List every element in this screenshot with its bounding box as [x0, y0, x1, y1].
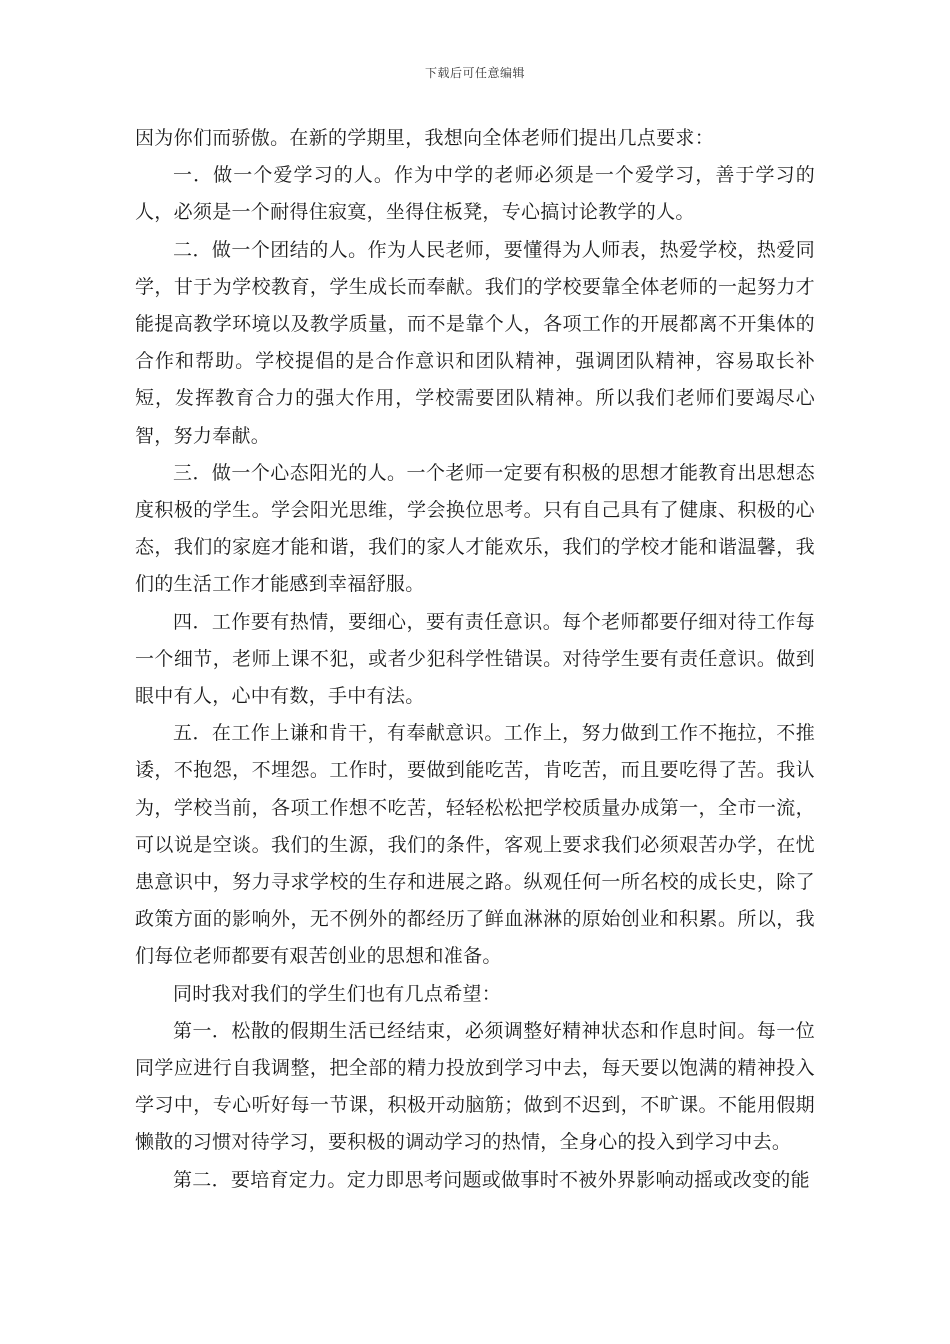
paragraph-student-hope-1: 第一．松散的假期生活已经结束，必须调整好精神状态和作息时间。每一位同学应进行自我调整，把全部的精力投放到学习中去，每天要以饱满的精神投入学习中，专心听好每一节课，积极开动脑筋；做到不迟到，不旷课。不能用假期懒散的习惯对待学习，要积极的调动学习的热情，全身心的投入到学习中去。 — [135, 1019, 815, 1154]
paragraph-requirement-5: 五．在工作上谦和肯干，有奉献意识。工作上，努力做到工作不拖拉，不推诿，不抱怨，不埋怨。工作时，要做到能吃苦，肯吃苦，而且要吃得了苦。我认为，学校当前，各项工作想不吃苦，轻轻松松把学校质量办成第一，全市一流，可以说是空谈。我们的生源，我们的条件，客观上要求我们必须艰苦办学，在忧患意识中，努力寻求学校的生存和进展之路。纵观任何一所名校的成长史，除了政策方面的影响外，无不例外的都经历了鲜血淋淋的原始创业和积累。所以，我们每位老师都要有艰苦创业的思想和准备。 — [135, 722, 815, 968]
page-header: 下载后可任意编辑 — [424, 66, 525, 80]
paragraph-requirement-3: 三．做一个心态阳光的人。一个老师一定要有积极的思想才能教育出思想态度积极的学生。学会阳光思维，学会换位思考。只有自己具有了健康、积极的心态，我们的家庭才能和谐，我们的家人才能欢乐，我们的学校才能和谐温馨，我们的生活工作才能感到幸福舒服。 — [135, 461, 815, 596]
paragraph-requirement-1: 一．做一个爱学习的人。作为中学的老师必须是一个爱学习，善于学习的人，必须是一个耐得住寂寞，坐得住板凳，专心搞讨论教学的人。 — [135, 164, 815, 224]
document-body — [135, 120, 815, 1199]
paragraph-requirement-2: 二．做一个团结的人。作为人民老师，要懂得为人师表，热爱学校，热爱同学，甘于为学校教育，学生成长而奉献。我们的学校要靠全体老师的一起努力才能提高教学环境以及教学质量，而不是靠个人，各项工作的开展都离不开集体的合作和帮助。学校提倡的是合作意识和团队精神，强调团队精神，容易取长补短，发挥教育合力的强大作用，学校需要团队精神。所以我们老师们要竭尽心智，努力奉献。 — [135, 238, 815, 447]
paragraph-student-intro: 同时我对我们的学生们也有几点希望： — [173, 982, 502, 1005]
paragraph-requirement-4: 四．工作要有热情，要细心，要有责任意识。每个老师都要仔细对待工作每一个细节，老师上课不犯，或者少犯科学性错误。对待学生要有责任意识。做到眼中有人，心中有数，手中有法。 — [135, 610, 815, 708]
paragraph-student-hope-2: 第二．要培育定力。定力即思考问题或做事时不被外界影响动摇或改变的能 — [173, 1168, 810, 1191]
paragraph-continuation: 因为你们而骄傲。在新的学期里，我想向全体老师们提出几点要求： — [135, 127, 715, 149]
